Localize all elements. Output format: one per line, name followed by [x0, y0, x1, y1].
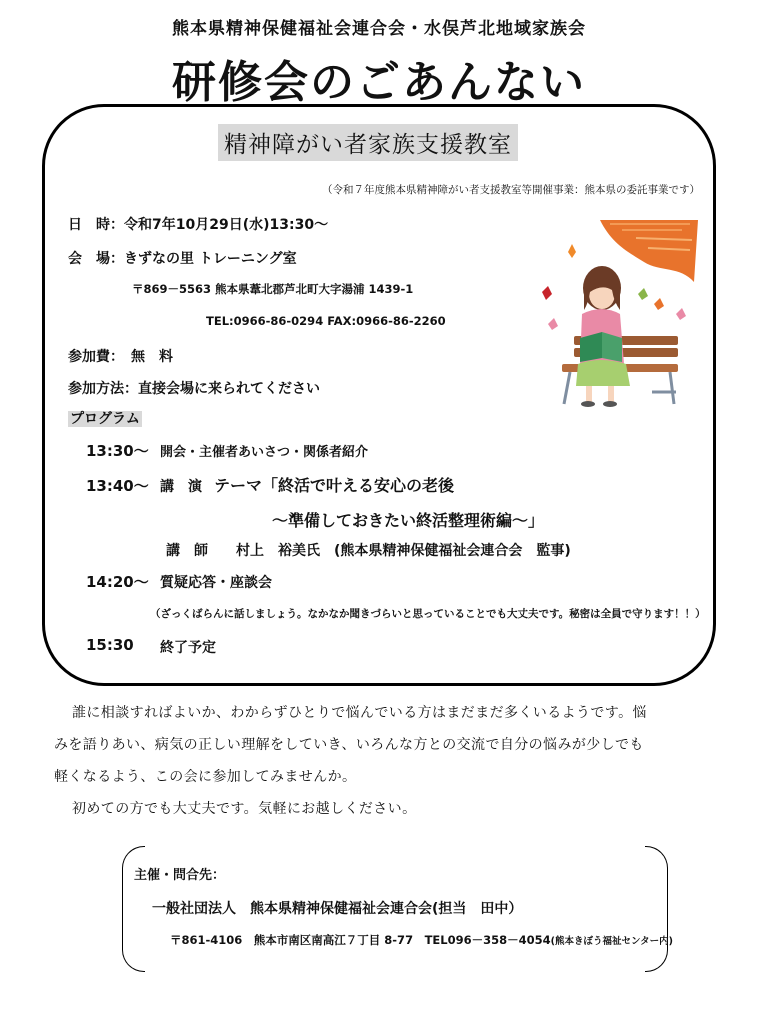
schedule-item: 終了予定 [160, 640, 216, 656]
message-line: 初めての方でも大丈夫です。気軽にお越しください。 [72, 801, 417, 817]
schedule-item: 質疑応答・座談会 [160, 575, 272, 591]
program-name: 精神障がい者家族支援教室 [218, 124, 518, 161]
participation-method: 参加方法：直接会場に来られてください [68, 381, 320, 397]
schedule-item: 開会・主催者あいさつ・関係者紹介 [160, 445, 369, 460]
schedule-time: 13:40～ [86, 477, 149, 495]
schedule-time: 15:30 [86, 636, 134, 654]
participation-fee: 参加費： 無 料 [68, 349, 173, 365]
lecture-subtitle: ～準備しておきたい終活整理術編～」 [272, 511, 545, 530]
message-line: 軽くなるよう、この会に参加してみませんか。 [54, 769, 357, 785]
message-line: みを語りあい、病気の正しい理解をしていき、いろんな方との交流で自分の悩みが少しでも [54, 737, 644, 753]
venue-address: 〒869－5563 熊本県葦北郡芦北町大字湯浦 1439-1 [132, 282, 414, 296]
contact-address: 〒861-4106 熊本市南区南高江７丁目 8-77 TEL096－358－4054 [170, 933, 551, 947]
contact-box [122, 846, 673, 972]
event-datetime: 日 時：令和7年10月29日(水)13:30～ [68, 217, 329, 233]
commission-note: （令和７年度熊本県精神障がい者支援教室等開催事業：熊本県の委託事業です） [322, 184, 700, 196]
schedule-time: 14:20～ [86, 573, 149, 591]
event-venue: 会 場：きずなの里 トレーニング室 [68, 251, 297, 267]
lecture-theme: テーマ「終活で叶える安心の老後 [214, 476, 455, 495]
contact-label: 主催・問合先： [134, 868, 226, 883]
page-title: 研修会のごあんない [172, 57, 586, 108]
organizer-header: 熊本県精神保健福祉会連合会・水俣芦北地域家族会 [172, 19, 586, 39]
woman-reading-illustration [540, 214, 700, 414]
message-line: 誰に相談すればよいか、わからずひとりで悩んでいる方はまだまだ多くいるようです。悩 [72, 705, 647, 721]
program-label: プログラム [70, 411, 140, 427]
schedule-time: 13:30～ [86, 442, 149, 460]
schedule-item: 講 演 [160, 479, 202, 495]
venue-tel-fax: TEL:0966-86-0294 FAX:0966-86-2260 [206, 314, 446, 328]
contact-organization: 一般社団法人 熊本県精神保健福祉会連合会(担当 田中） [152, 901, 523, 917]
contact-address-note: (熊本きぼう福祉センター内) [550, 936, 673, 947]
discussion-note: （ざっくばらんに話しましょう。なかなか聞きづらいと思っていることでも大丈夫です。秘密は全員で守ります！！） [150, 608, 706, 620]
lecture-speaker: 講 師 村上 裕美氏 (熊本県精神保健福祉会連合会 監事) [166, 543, 571, 559]
